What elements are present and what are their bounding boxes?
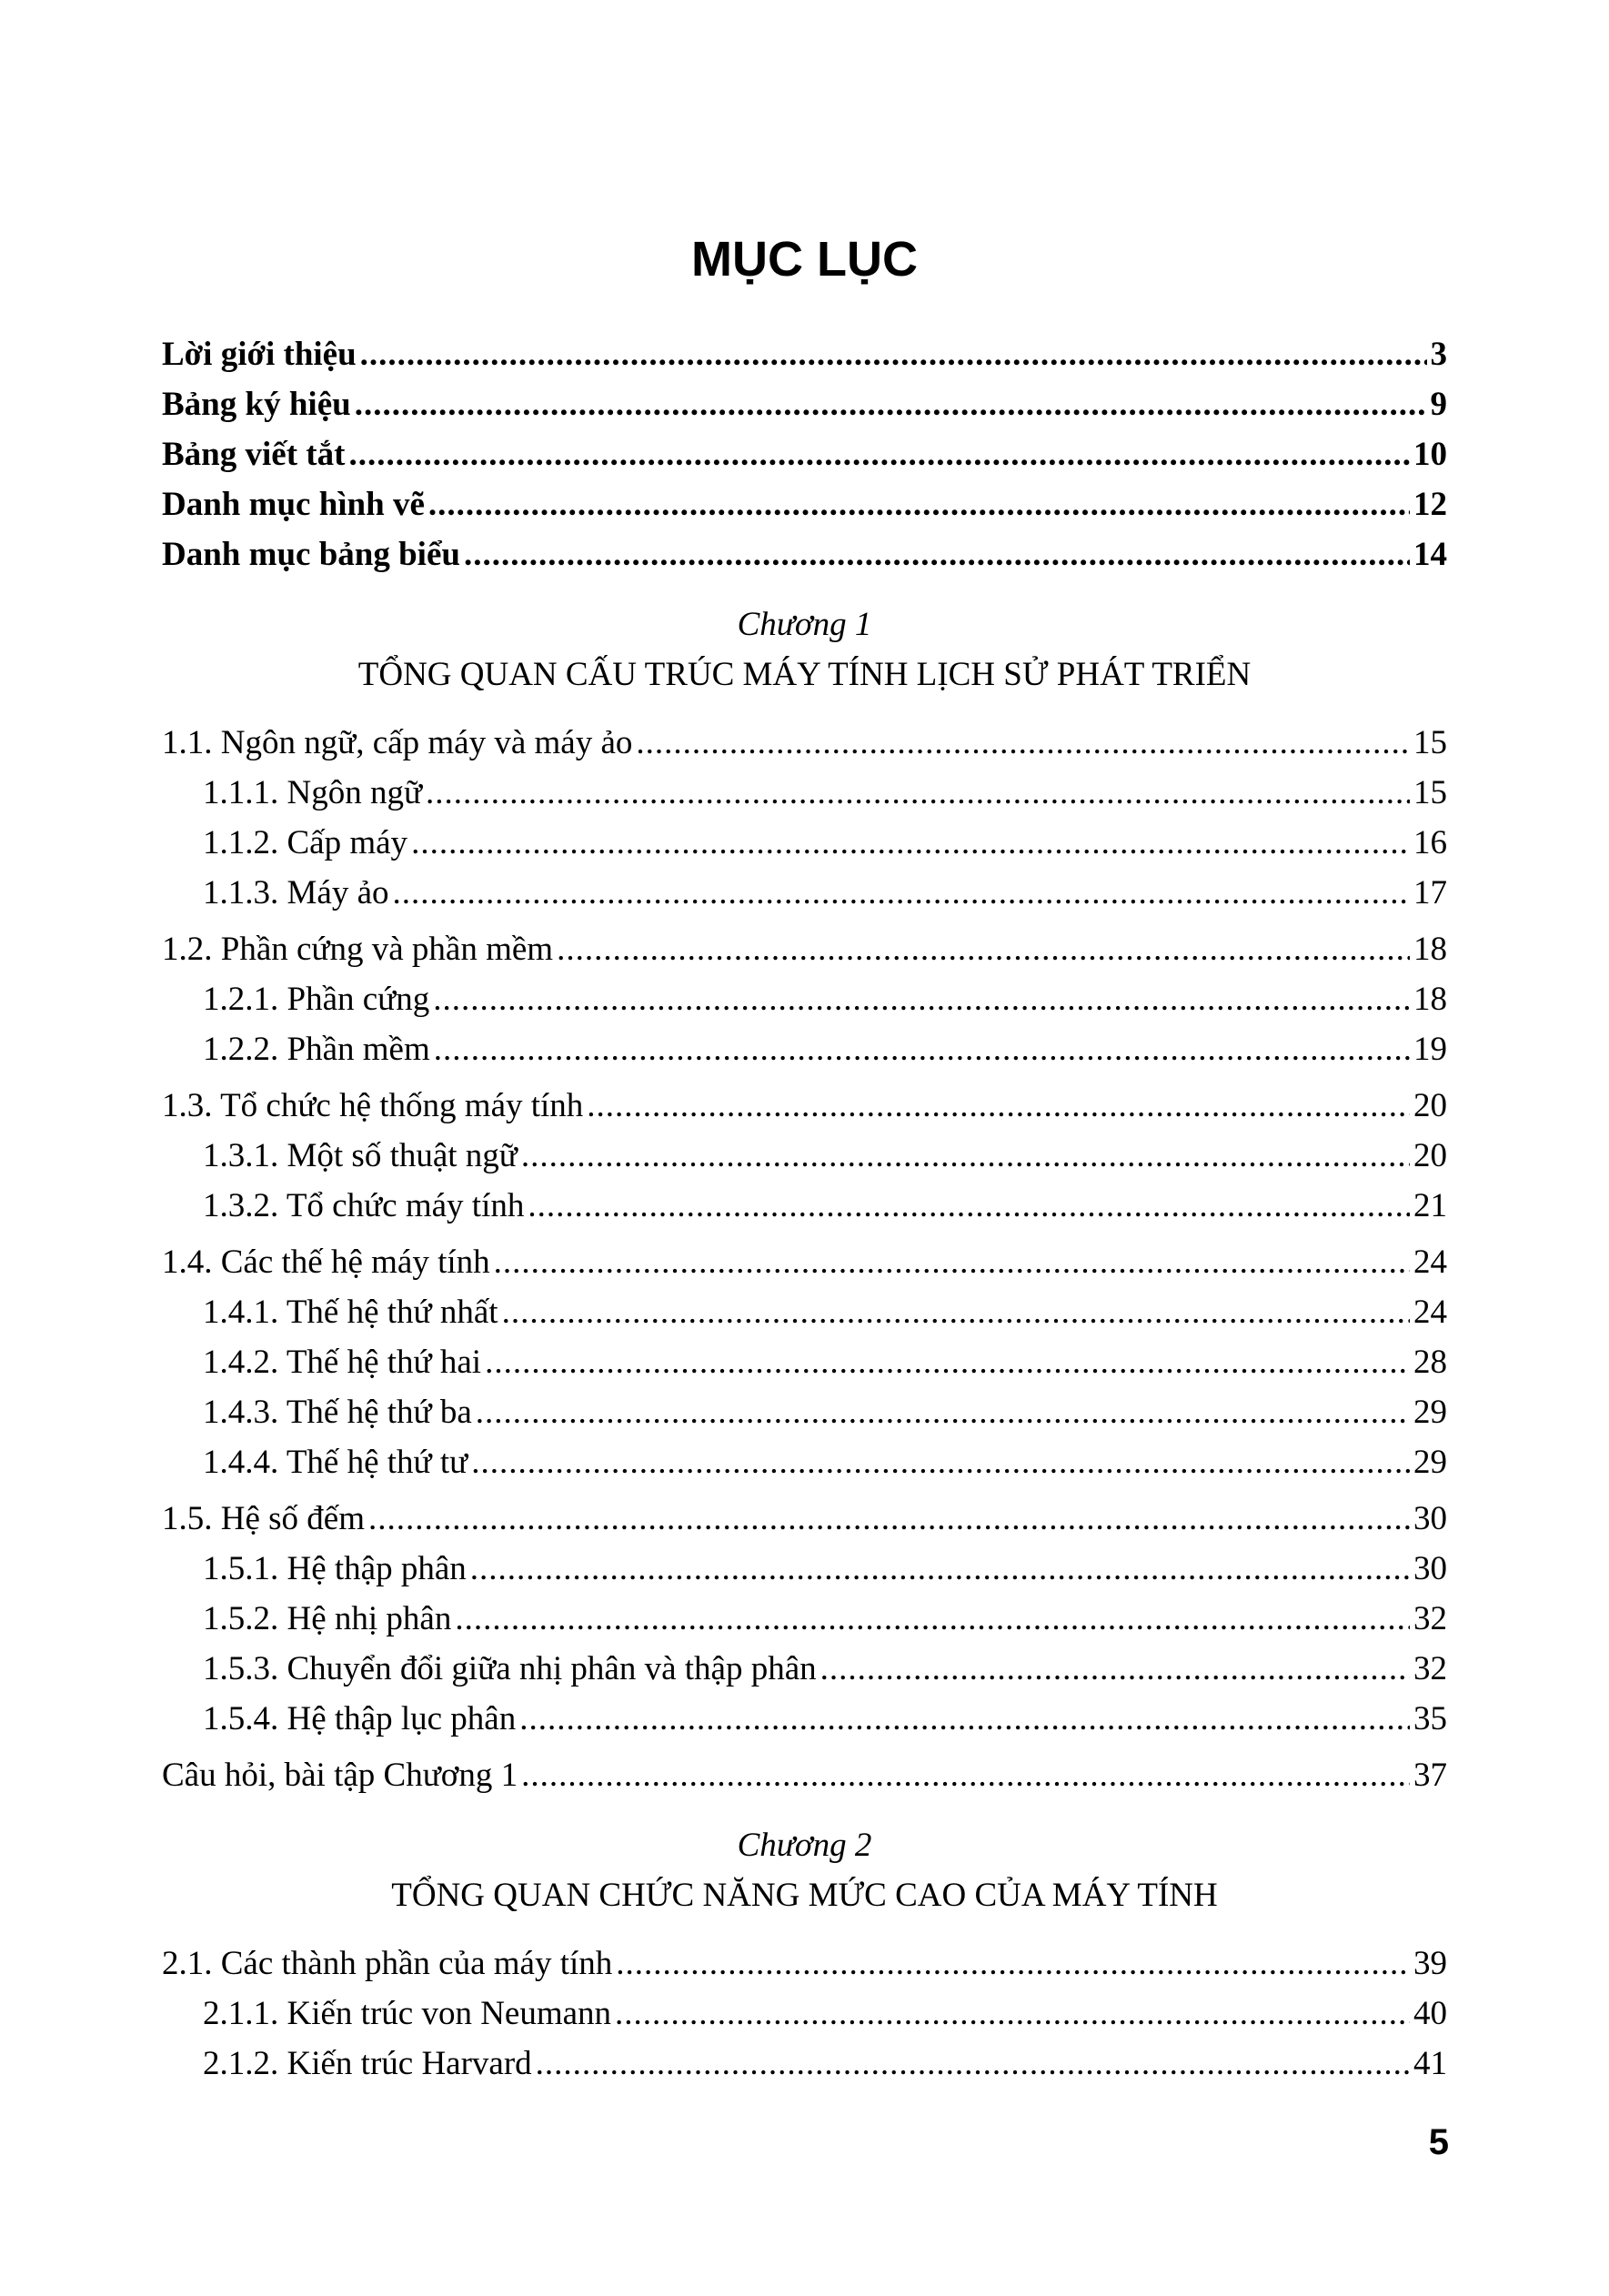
leader-dots: [820, 1644, 1410, 1694]
leader-dots: [476, 1387, 1410, 1437]
toc-entry-label: Bảng viết tắt: [162, 436, 346, 473]
toc-entry-label: 1.2.1. Phần cứng: [203, 981, 430, 1018]
toc-entry-page: 17: [1413, 874, 1447, 911]
toc-entry-label: 1.5.1. Hệ thập phân: [203, 1550, 467, 1587]
leader-dots: [470, 1544, 1410, 1594]
toc-entry-page: 24: [1413, 1294, 1447, 1331]
leader-dots: [485, 1337, 1410, 1387]
toc-entry[interactable]: [162, 2039, 1447, 2089]
leader-dots: [434, 1024, 1410, 1074]
toc-entry-page: 10: [1413, 436, 1447, 473]
toc-entry-page: 15: [1413, 774, 1447, 811]
toc-entry[interactable]: [162, 1594, 1447, 1644]
toc-entry-label: 1.1. Ngôn ngữ, cấp máy và máy ảo: [162, 724, 633, 761]
toc-entry[interactable]: [162, 818, 1447, 868]
toc-entry[interactable]: [162, 924, 1447, 974]
leader-dots: [521, 1750, 1410, 1800]
leader-dots: [494, 1237, 1410, 1287]
toc-entry-page: 32: [1413, 1650, 1447, 1687]
toc-entry-page: 39: [1413, 1945, 1447, 1982]
chapter-2-heading: [162, 1820, 1447, 1920]
toc-entry[interactable]: [162, 1494, 1447, 1544]
toc-entry[interactable]: [162, 868, 1447, 918]
toc-entry-label: 1.2. Phần cứng và phần mềm: [162, 931, 554, 968]
toc-entry-page: 15: [1413, 724, 1447, 761]
toc-entry[interactable]: [162, 1694, 1447, 1744]
toc-entry-label: Câu hỏi, bài tập Chương 1: [162, 1757, 518, 1794]
leader-dots: [521, 1131, 1410, 1181]
leader-dots: [393, 868, 1411, 918]
leader-dots: [587, 1081, 1410, 1131]
toc-entry-label: Danh mục bảng biểu: [162, 536, 460, 573]
toc-entry[interactable]: [162, 1081, 1447, 1131]
page-title: MỤC LỤC: [691, 232, 918, 287]
chapter-number: Chương 1: [737, 606, 872, 643]
toc-entry-page: 37: [1413, 1757, 1447, 1794]
leader-dots: [426, 768, 1410, 818]
leader-dots: [536, 2039, 1410, 2089]
toc-entry-page: 20: [1413, 1137, 1447, 1174]
chapter-name: TỔNG QUAN CẤU TRÚC MÁY TÍNH LỊCH SỬ PHÁT TRIỂN: [357, 656, 1252, 693]
toc-entry-label: 1.3. Tổ chức hệ thống máy tính: [162, 1087, 584, 1124]
toc-entry-page: 24: [1413, 1244, 1447, 1281]
toc-entry[interactable]: [162, 1387, 1447, 1437]
toc-entry-page: 12: [1413, 486, 1447, 523]
leader-dots: [636, 718, 1410, 768]
leader-dots: [464, 529, 1410, 579]
toc-entry-label: 1.5. Hệ số đếm: [162, 1500, 365, 1537]
toc-entry-label: 1.4.1. Thế hệ thứ nhất: [203, 1294, 498, 1331]
toc-entry-label: Lời giới thiệu: [162, 336, 357, 373]
leader-dots: [528, 1181, 1410, 1231]
toc-entry[interactable]: [162, 1024, 1447, 1074]
leader-dots: [428, 479, 1410, 529]
toc-entry-page: 28: [1413, 1344, 1447, 1381]
toc-entry-page: 20: [1413, 1087, 1447, 1124]
toc-entry-label: 2.1. Các thành phần của máy tính: [162, 1945, 613, 1982]
toc-entry-page: 16: [1413, 824, 1447, 861]
toc-entry-page: 32: [1413, 1600, 1447, 1637]
toc-entry-label: 2.1.2. Kiến trúc Harvard: [203, 2045, 532, 2082]
toc-entry[interactable]: [162, 1131, 1447, 1181]
toc-entry-page: 30: [1413, 1500, 1447, 1537]
toc-entry[interactable]: [162, 1989, 1447, 2039]
toc-entry[interactable]: [162, 1644, 1447, 1694]
toc-entry-bang-viet-tat[interactable]: [162, 429, 1447, 479]
toc-entry-page: 3: [1430, 336, 1447, 373]
chapter-1-heading: [162, 599, 1447, 700]
toc-entry-label: 1.3.2. Tổ chức máy tính: [203, 1187, 525, 1224]
leader-dots: [360, 329, 1427, 379]
toc-entry[interactable]: [162, 1544, 1447, 1594]
toc-entry-page: 30: [1413, 1550, 1447, 1587]
toc-entry-label: 1.1.1. Ngôn ngữ: [203, 774, 423, 811]
toc-entry-page: 29: [1413, 1444, 1447, 1481]
toc-entry-label: 1.1.2. Cấp máy: [203, 824, 408, 861]
leader-dots: [615, 1989, 1410, 2039]
toc-entry[interactable]: [162, 1437, 1447, 1487]
leader-dots: [455, 1594, 1410, 1644]
toc-entry-label: 1.4.3. Thế hệ thứ ba: [203, 1394, 472, 1431]
toc-entry-page: 29: [1413, 1394, 1447, 1431]
toc-entry[interactable]: [162, 1939, 1447, 1989]
toc-entry[interactable]: [162, 1181, 1447, 1231]
toc-entry-label: 1.1.3. Máy ảo: [203, 874, 389, 911]
toc-entry-page: 40: [1413, 1995, 1447, 2032]
toc-entry-page: 21: [1413, 1187, 1447, 1224]
leader-dots: [368, 1494, 1410, 1544]
toc-entry-label: Danh mục hình vẽ: [162, 486, 425, 523]
leader-dots: [502, 1287, 1410, 1337]
leader-dots: [616, 1939, 1410, 1989]
chapter-name: TỔNG QUAN CHỨC NĂNG MỨC CAO CỦA MÁY TÍNH: [391, 1877, 1218, 1914]
toc-entry-page: 41: [1413, 2045, 1447, 2082]
toc-entry[interactable]: [162, 1287, 1447, 1337]
toc-entry-danh-muc-hinh-ve[interactable]: [162, 479, 1447, 529]
chapter-number: Chương 2: [737, 1827, 872, 1864]
toc-entry-danh-muc-bang-bieu[interactable]: [162, 529, 1447, 579]
toc-entry[interactable]: [162, 1337, 1447, 1387]
table-of-contents: [162, 329, 1447, 2089]
leader-dots: [471, 1437, 1410, 1487]
toc-entry-bang-ky-hieu[interactable]: [162, 379, 1447, 429]
toc-entry-label: 1.2.2. Phần mềm: [203, 1031, 430, 1068]
toc-entry-page: 19: [1413, 1031, 1447, 1068]
leader-dots: [355, 379, 1427, 429]
toc-entry-label: 1.5.2. Hệ nhị phân: [203, 1600, 452, 1637]
toc-entry-page: 9: [1430, 386, 1447, 423]
toc-entry-page: 14: [1413, 536, 1447, 573]
toc-entry[interactable]: [162, 1750, 1447, 1800]
toc-entry-label: 1.5.3. Chuyển đổi giữa nhị phân và thập phân: [203, 1650, 817, 1687]
toc-entry-page: 35: [1413, 1700, 1447, 1737]
toc-entry[interactable]: [162, 768, 1447, 818]
leader-dots: [557, 924, 1410, 974]
toc-entry[interactable]: [162, 974, 1447, 1024]
page-number: 5: [1428, 2122, 1449, 2162]
toc-entry-label: 1.4. Các thế hệ máy tính: [162, 1244, 490, 1281]
toc-entry-page: 18: [1413, 931, 1447, 968]
toc-entry-label: 1.5.4. Hệ thập lục phân: [203, 1700, 517, 1737]
toc-entry[interactable]: [162, 1237, 1447, 1287]
toc-entry-label: Bảng ký hiệu: [162, 386, 351, 423]
toc-entry-label: 1.4.4. Thế hệ thứ tư: [203, 1444, 468, 1481]
leader-dots: [433, 974, 1410, 1024]
leader-dots: [519, 1694, 1410, 1744]
toc-entry-label: 1.4.2. Thế hệ thứ hai: [203, 1344, 482, 1381]
toc-entry[interactable]: [162, 718, 1447, 768]
toc-entry-page: 18: [1413, 981, 1447, 1018]
leader-dots: [348, 429, 1410, 479]
toc-entry-label: 1.3.1. Một số thuật ngữ: [203, 1137, 518, 1174]
toc-entry-label: 2.1.1. Kiến trúc von Neumann: [203, 1995, 612, 2032]
leader-dots: [411, 818, 1410, 868]
toc-entry-loi-gioi-thieu[interactable]: [162, 329, 1447, 379]
